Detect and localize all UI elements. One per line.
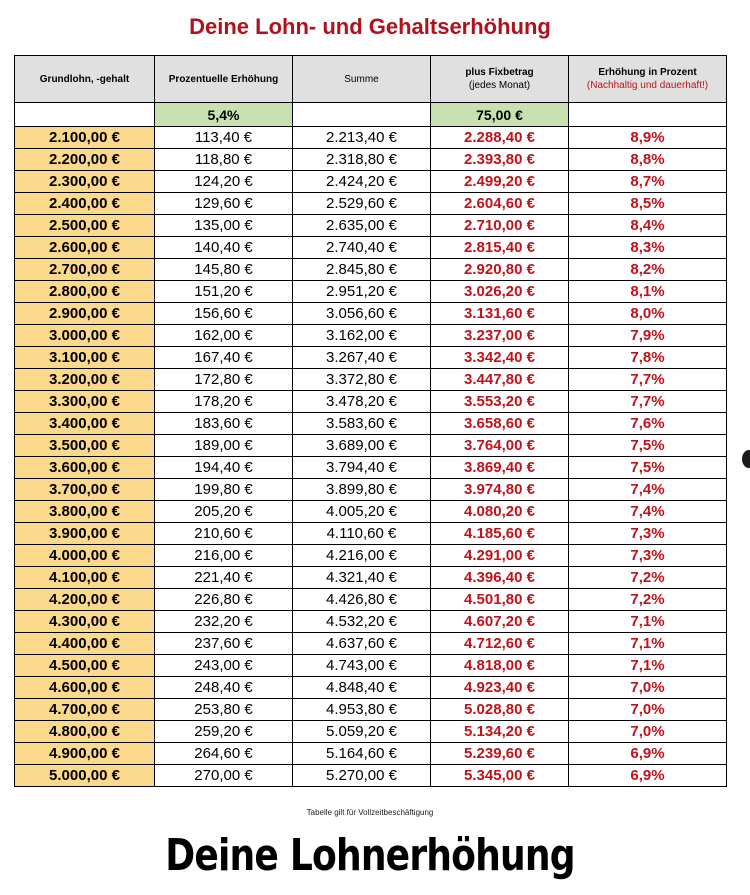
table-row — [15, 369, 727, 391]
increase-percent-cell: 7,1% — [569, 633, 727, 655]
base-salary-cell: 2.100,00 € — [15, 127, 155, 149]
percent-increase-cell: 216,00 € — [155, 545, 293, 567]
total-cell: 4.185,60 € — [431, 523, 569, 545]
table-header — [15, 56, 727, 103]
total-cell: 2.499,20 € — [431, 171, 569, 193]
increase-percent-cell: 7,4% — [569, 479, 727, 501]
header-fixed-amount-sub: (jedes Monat) — [468, 80, 531, 91]
total-cell: 4.923,40 € — [431, 677, 569, 699]
increase-percent-cell: 6,9% — [569, 743, 727, 765]
total-cell: 2.288,40 € — [431, 127, 569, 149]
percent-increase-cell: 167,40 € — [155, 347, 293, 369]
base-salary-cell: 4.400,00 € — [15, 633, 155, 655]
table-row — [15, 743, 727, 765]
percent-increase-cell: 210,60 € — [155, 523, 293, 545]
percent-increase-cell: 253,80 € — [155, 699, 293, 721]
base-salary-cell: 3.000,00 € — [15, 325, 155, 347]
table-row — [15, 721, 727, 743]
rate-percent-cell: 5,4% — [155, 103, 293, 127]
increase-percent-cell: 7,3% — [569, 523, 727, 545]
table-row — [15, 633, 727, 655]
total-cell: 2.710,00 € — [431, 215, 569, 237]
table-row — [15, 259, 727, 281]
base-salary-cell: 2.500,00 € — [15, 215, 155, 237]
rate-row-empty-cell — [569, 103, 727, 127]
increase-percent-cell: 7,0% — [569, 721, 727, 743]
base-salary-cell: 4.500,00 € — [15, 655, 155, 677]
sum-cell: 2.845,80 € — [293, 259, 431, 281]
percent-increase-cell: 145,80 € — [155, 259, 293, 281]
increase-percent-cell: 7,8% — [569, 347, 727, 369]
percent-increase-cell: 248,40 € — [155, 677, 293, 699]
table-row — [15, 611, 727, 633]
page-title: Deine Lohn- und Gehaltserhöhung — [189, 14, 551, 39]
table-row — [15, 677, 727, 699]
base-salary-cell: 3.700,00 € — [15, 479, 155, 501]
sum-cell: 3.267,40 € — [293, 347, 431, 369]
base-salary-cell: 2.600,00 € — [15, 237, 155, 259]
header-increase-percent — [569, 56, 727, 103]
total-cell: 5.239,60 € — [431, 743, 569, 765]
total-cell: 2.604,60 € — [431, 193, 569, 215]
percent-increase-cell: 205,20 € — [155, 501, 293, 523]
increase-percent-cell: 7,0% — [569, 677, 727, 699]
base-salary-cell: 2.700,00 € — [15, 259, 155, 281]
percent-increase-cell: 156,60 € — [155, 303, 293, 325]
table-row — [15, 325, 727, 347]
increase-percent-cell: 7,5% — [569, 435, 727, 457]
rate-row — [15, 103, 727, 127]
percent-increase-cell: 243,00 € — [155, 655, 293, 677]
table-row — [15, 589, 727, 611]
total-cell: 2.920,80 € — [431, 259, 569, 281]
sum-cell: 3.583,60 € — [293, 413, 431, 435]
table-row — [15, 193, 727, 215]
sum-cell: 4.848,40 € — [293, 677, 431, 699]
base-salary-cell: 4.200,00 € — [15, 589, 155, 611]
rate-row-empty-cell — [15, 103, 155, 127]
increase-percent-cell: 7,7% — [569, 369, 727, 391]
percent-increase-cell: 221,40 € — [155, 567, 293, 589]
total-cell: 3.237,00 € — [431, 325, 569, 347]
total-cell: 3.026,20 € — [431, 281, 569, 303]
table-row — [15, 435, 727, 457]
increase-percent-cell: 7,2% — [569, 567, 727, 589]
sum-cell: 5.270,00 € — [293, 765, 431, 787]
base-salary-cell: 2.300,00 € — [15, 171, 155, 193]
total-cell: 3.764,00 € — [431, 435, 569, 457]
sum-cell: 4.216,00 € — [293, 545, 431, 567]
percent-increase-cell: 237,60 € — [155, 633, 293, 655]
percent-increase-cell: 151,20 € — [155, 281, 293, 303]
percent-increase-cell: 232,20 € — [155, 611, 293, 633]
total-cell: 3.447,80 € — [431, 369, 569, 391]
table-row — [15, 171, 727, 193]
increase-percent-cell: 7,0% — [569, 699, 727, 721]
total-cell: 4.818,00 € — [431, 655, 569, 677]
sum-cell: 5.164,60 € — [293, 743, 431, 765]
table-row — [15, 545, 727, 567]
sum-cell: 2.635,00 € — [293, 215, 431, 237]
table-row — [15, 237, 727, 259]
percent-increase-cell: 178,20 € — [155, 391, 293, 413]
sum-cell: 4.637,60 € — [293, 633, 431, 655]
total-cell: 3.131,60 € — [431, 303, 569, 325]
percent-increase-cell: 118,80 € — [155, 149, 293, 171]
percent-increase-cell: 140,40 € — [155, 237, 293, 259]
total-cell: 3.974,80 € — [431, 479, 569, 501]
sum-cell: 4.005,20 € — [293, 501, 431, 523]
increase-percent-cell: 7,2% — [569, 589, 727, 611]
sum-cell: 5.059,20 € — [293, 721, 431, 743]
percent-increase-cell: 172,80 € — [155, 369, 293, 391]
base-salary-cell: 3.800,00 € — [15, 501, 155, 523]
rate-row-empty-cell — [293, 103, 431, 127]
base-salary-cell: 4.800,00 € — [15, 721, 155, 743]
table-row — [15, 699, 727, 721]
percent-increase-cell: 129,60 € — [155, 193, 293, 215]
increase-percent-cell: 7,4% — [569, 501, 727, 523]
sum-cell: 3.899,80 € — [293, 479, 431, 501]
base-salary-cell: 3.100,00 € — [15, 347, 155, 369]
table-row — [15, 149, 727, 171]
total-cell: 3.342,40 € — [431, 347, 569, 369]
edge-dot — [742, 450, 750, 468]
table-body — [15, 103, 727, 787]
increase-percent-cell: 6,9% — [569, 765, 727, 787]
base-salary-cell: 2.800,00 € — [15, 281, 155, 303]
table-row — [15, 479, 727, 501]
base-salary-cell: 2.200,00 € — [15, 149, 155, 171]
percent-increase-cell: 135,00 € — [155, 215, 293, 237]
base-salary-cell: 3.600,00 € — [15, 457, 155, 479]
increase-percent-cell: 7,9% — [569, 325, 727, 347]
base-salary-cell: 3.500,00 € — [15, 435, 155, 457]
increase-percent-cell: 8,9% — [569, 127, 727, 149]
percent-increase-cell: 162,00 € — [155, 325, 293, 347]
table-row — [15, 655, 727, 677]
base-salary-cell: 3.400,00 € — [15, 413, 155, 435]
bottom-title: Deine Lohnerhöhung — [165, 830, 575, 881]
total-cell: 3.869,40 € — [431, 457, 569, 479]
increase-percent-cell: 8,2% — [569, 259, 727, 281]
sum-cell: 3.478,20 € — [293, 391, 431, 413]
increase-percent-cell: 7,3% — [569, 545, 727, 567]
base-salary-cell: 4.100,00 € — [15, 567, 155, 589]
base-salary-cell: 3.900,00 € — [15, 523, 155, 545]
increase-percent-cell: 7,1% — [569, 655, 727, 677]
table-row — [15, 391, 727, 413]
sum-cell: 3.162,00 € — [293, 325, 431, 347]
sum-cell: 3.056,60 € — [293, 303, 431, 325]
total-cell: 5.134,20 € — [431, 721, 569, 743]
salary-table — [14, 55, 727, 787]
total-cell: 4.080,20 € — [431, 501, 569, 523]
total-cell: 2.815,40 € — [431, 237, 569, 259]
sum-cell: 4.426,80 € — [293, 589, 431, 611]
sum-cell: 2.424,20 € — [293, 171, 431, 193]
footnote: Tabelle gilt für Vollzeitbeschäftigung — [306, 808, 434, 817]
base-salary-cell: 4.700,00 € — [15, 699, 155, 721]
rate-fixed-cell: 75,00 € — [431, 103, 569, 127]
percent-increase-cell: 113,40 € — [155, 127, 293, 149]
sum-cell: 4.743,00 € — [293, 655, 431, 677]
base-salary-cell: 5.000,00 € — [15, 765, 155, 787]
base-salary-cell: 4.600,00 € — [15, 677, 155, 699]
table-row — [15, 501, 727, 523]
increase-percent-cell: 7,1% — [569, 611, 727, 633]
header-increase-percent-sub: (Nachhaltig und dauerhaft!) — [586, 80, 709, 91]
header-fixed-amount-label: plus Fixbetrag — [465, 67, 534, 78]
header-percent-increase: Prozentuelle Erhöhung — [155, 56, 293, 103]
sum-cell: 3.689,00 € — [293, 435, 431, 457]
total-cell: 4.712,60 € — [431, 633, 569, 655]
table-row — [15, 281, 727, 303]
total-cell: 5.028,80 € — [431, 699, 569, 721]
total-cell: 4.501,80 € — [431, 589, 569, 611]
increase-percent-cell: 8,1% — [569, 281, 727, 303]
header-sum: Summe — [293, 56, 431, 103]
header-fixed-amount — [431, 56, 569, 103]
increase-percent-cell: 7,7% — [569, 391, 727, 413]
table-row — [15, 457, 727, 479]
sum-cell: 4.953,80 € — [293, 699, 431, 721]
total-cell: 4.396,40 € — [431, 567, 569, 589]
sum-cell: 4.321,40 € — [293, 567, 431, 589]
percent-increase-cell: 226,80 € — [155, 589, 293, 611]
percent-increase-cell: 259,20 € — [155, 721, 293, 743]
sum-cell: 2.740,40 € — [293, 237, 431, 259]
total-cell: 3.553,20 € — [431, 391, 569, 413]
percent-increase-cell: 183,60 € — [155, 413, 293, 435]
sum-cell: 2.529,60 € — [293, 193, 431, 215]
base-salary-cell: 3.200,00 € — [15, 369, 155, 391]
base-salary-cell: 2.400,00 € — [15, 193, 155, 215]
total-cell: 3.658,60 € — [431, 413, 569, 435]
increase-percent-cell: 8,4% — [569, 215, 727, 237]
increase-percent-cell: 8,8% — [569, 149, 727, 171]
table-row — [15, 127, 727, 149]
increase-percent-cell: 8,3% — [569, 237, 727, 259]
total-cell: 4.607,20 € — [431, 611, 569, 633]
sum-cell: 3.372,80 € — [293, 369, 431, 391]
table-row — [15, 303, 727, 325]
percent-increase-cell: 194,40 € — [155, 457, 293, 479]
header-increase-percent-label: Erhöhung in Prozent — [598, 67, 697, 78]
sum-cell: 2.318,80 € — [293, 149, 431, 171]
total-cell: 2.393,80 € — [431, 149, 569, 171]
base-salary-cell: 2.900,00 € — [15, 303, 155, 325]
base-salary-cell: 3.300,00 € — [15, 391, 155, 413]
table-row — [15, 523, 727, 545]
table-row — [15, 413, 727, 435]
percent-increase-cell: 124,20 € — [155, 171, 293, 193]
table-row — [15, 215, 727, 237]
base-salary-cell: 4.900,00 € — [15, 743, 155, 765]
increase-percent-cell: 8,0% — [569, 303, 727, 325]
total-cell: 5.345,00 € — [431, 765, 569, 787]
increase-percent-cell: 7,6% — [569, 413, 727, 435]
sum-cell: 4.532,20 € — [293, 611, 431, 633]
sum-cell: 4.110,60 € — [293, 523, 431, 545]
table-row — [15, 765, 727, 787]
percent-increase-cell: 264,60 € — [155, 743, 293, 765]
table-row — [15, 347, 727, 369]
base-salary-cell: 4.300,00 € — [15, 611, 155, 633]
sum-cell: 2.213,40 € — [293, 127, 431, 149]
base-salary-cell: 4.000,00 € — [15, 545, 155, 567]
sum-cell: 2.951,20 € — [293, 281, 431, 303]
total-cell: 4.291,00 € — [431, 545, 569, 567]
table-row — [15, 567, 727, 589]
header-base-salary: Grundlohn, -gehalt — [15, 56, 155, 103]
increase-percent-cell: 7,5% — [569, 457, 727, 479]
percent-increase-cell: 199,80 € — [155, 479, 293, 501]
increase-percent-cell: 8,5% — [569, 193, 727, 215]
percent-increase-cell: 270,00 € — [155, 765, 293, 787]
percent-increase-cell: 189,00 € — [155, 435, 293, 457]
sum-cell: 3.794,40 € — [293, 457, 431, 479]
increase-percent-cell: 8,7% — [569, 171, 727, 193]
